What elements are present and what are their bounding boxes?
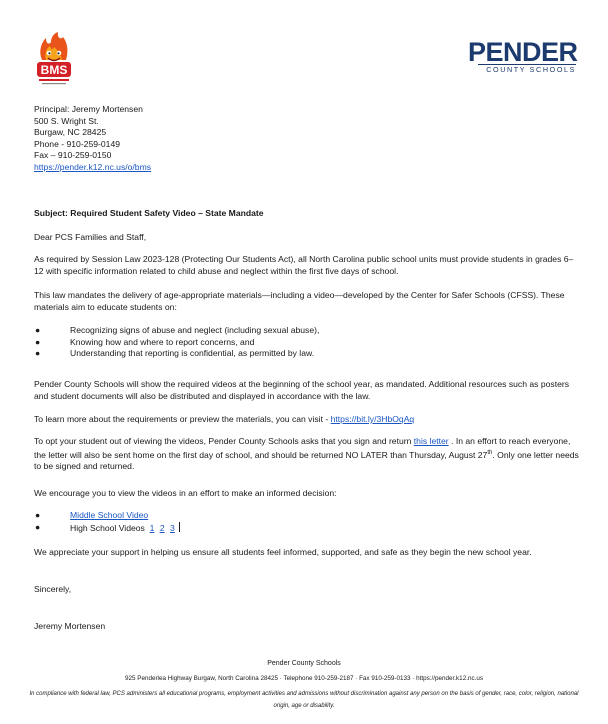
list-item: ● High School Videos 1 2 3 (34, 522, 180, 535)
topics-bullet-list (34, 325, 319, 360)
paragraph-learn-more: To learn more about the requirements or preview the materials, you can visit - https://bit.ly/3HbOqAq (34, 414, 415, 424)
bms-mascot-icon (34, 30, 74, 92)
middle-school-video-link[interactable]: Middle School Video (70, 510, 149, 520)
paragraph-mandate: This law mandates the delivery of age-appropriate materials—including a video—developed by the Center for Safer Schools (CFSS). These materials aim to educate students on: (34, 290, 565, 312)
paragraph-session-law: As required by Session Law 2023-128 (Protecting Our Students Act), all North Carolina public school units must provide students in grades 6–12 with specific information related to child abuse and neglect within the first five days of school. (34, 254, 574, 276)
fax-number: Fax – 910-259-0150 (34, 150, 112, 161)
video-links-list (34, 510, 180, 534)
school-website-link[interactable]: https://pender.k12.nc.us/o/bms (34, 161, 152, 172)
greeting: Dear PCS Families and Staff, (34, 232, 147, 242)
list-item: ● Understanding that reporting is confidential, as permitted by law. (35, 348, 315, 359)
principal-name: Principal: Jeremy Mortensen (34, 104, 143, 114)
pender-county-schools-logo (468, 38, 578, 74)
high-school-video-link-1[interactable]: 1 (149, 522, 155, 533)
pcs-logo-subtitle: COUNTY SCHOOLS (478, 64, 576, 75)
list-item: ● Knowing how and where to report concerns, and (35, 336, 255, 347)
street-address: 500 S. Wright St. (34, 115, 99, 126)
address-block (34, 104, 151, 174)
paragraph-opt-out: To opt your student out of viewing the videos, Pender County Schools asks that you sign and return this letter . In an effort to reach everyone, the letter will also be sent home on the first day of school, and should be returned NO LATER than Thursday, August 27th. Only one letter needs to be signed and returned. (34, 436, 579, 472)
city-state-zip: Burgaw, NC 28425 (34, 127, 107, 138)
phone-number: Phone - 910-259-0149 (34, 138, 121, 149)
list-item: ● Recognizing signs of abuse and neglect (including sexual abuse), (35, 325, 320, 335)
high-school-video-link-3[interactable]: 3 (169, 522, 175, 533)
footer-district-name: Pender County Schools (267, 660, 341, 667)
bullet-icon: ● (35, 510, 41, 520)
high-school-video-link-2[interactable]: 2 (159, 522, 165, 533)
paragraph-encourage: We encourage you to view the videos in an effort to make an informed decision: (34, 488, 337, 498)
bms-logo (34, 30, 74, 92)
bullet-icon: ● (35, 336, 41, 347)
bullet-icon: ● (35, 521, 41, 532)
svg-text:BMS: BMS (40, 63, 68, 77)
opt-out-letter-link[interactable]: this letter (413, 436, 449, 446)
pcs-logo-word: PENDER (468, 37, 578, 67)
subject-line: Subject: Required Student Safety Video – State Mandate (34, 208, 264, 218)
preview-materials-link[interactable]: https://bit.ly/3HbOqAq (330, 414, 415, 424)
paragraph-appreciation: We appreciate your support in helping us ensure all students feel informed, supported, and safe as they begin the new school year. (34, 547, 532, 557)
closing: Sincerely, (34, 584, 72, 594)
signature: Jeremy Mortensen (34, 621, 106, 631)
footer-nondiscrimination: In compliance with federal law, PCS administers all educational programs, employment activities and admissions without discrimination against any person on the basis of gender, race, color, religion, national origin, age or disability. (29, 691, 579, 709)
bullet-icon: ● (35, 325, 41, 335)
list-item (34, 510, 180, 522)
text-cursor (179, 522, 180, 532)
paragraph-resources: Pender County Schools will show the required videos at the beginning of the school year, as mandated. Additional resources such as posters and student documents will also be distributed and displayed in accordance with the law. (34, 379, 570, 401)
bullet-icon: ● (35, 348, 41, 359)
footer-contact: 925 Penderlea Highway Burgaw, North Carolina 28425 · Telephone 910-259-2187 · Fax 910-259-0133 · https://pender.k12.nc.us (125, 675, 483, 682)
